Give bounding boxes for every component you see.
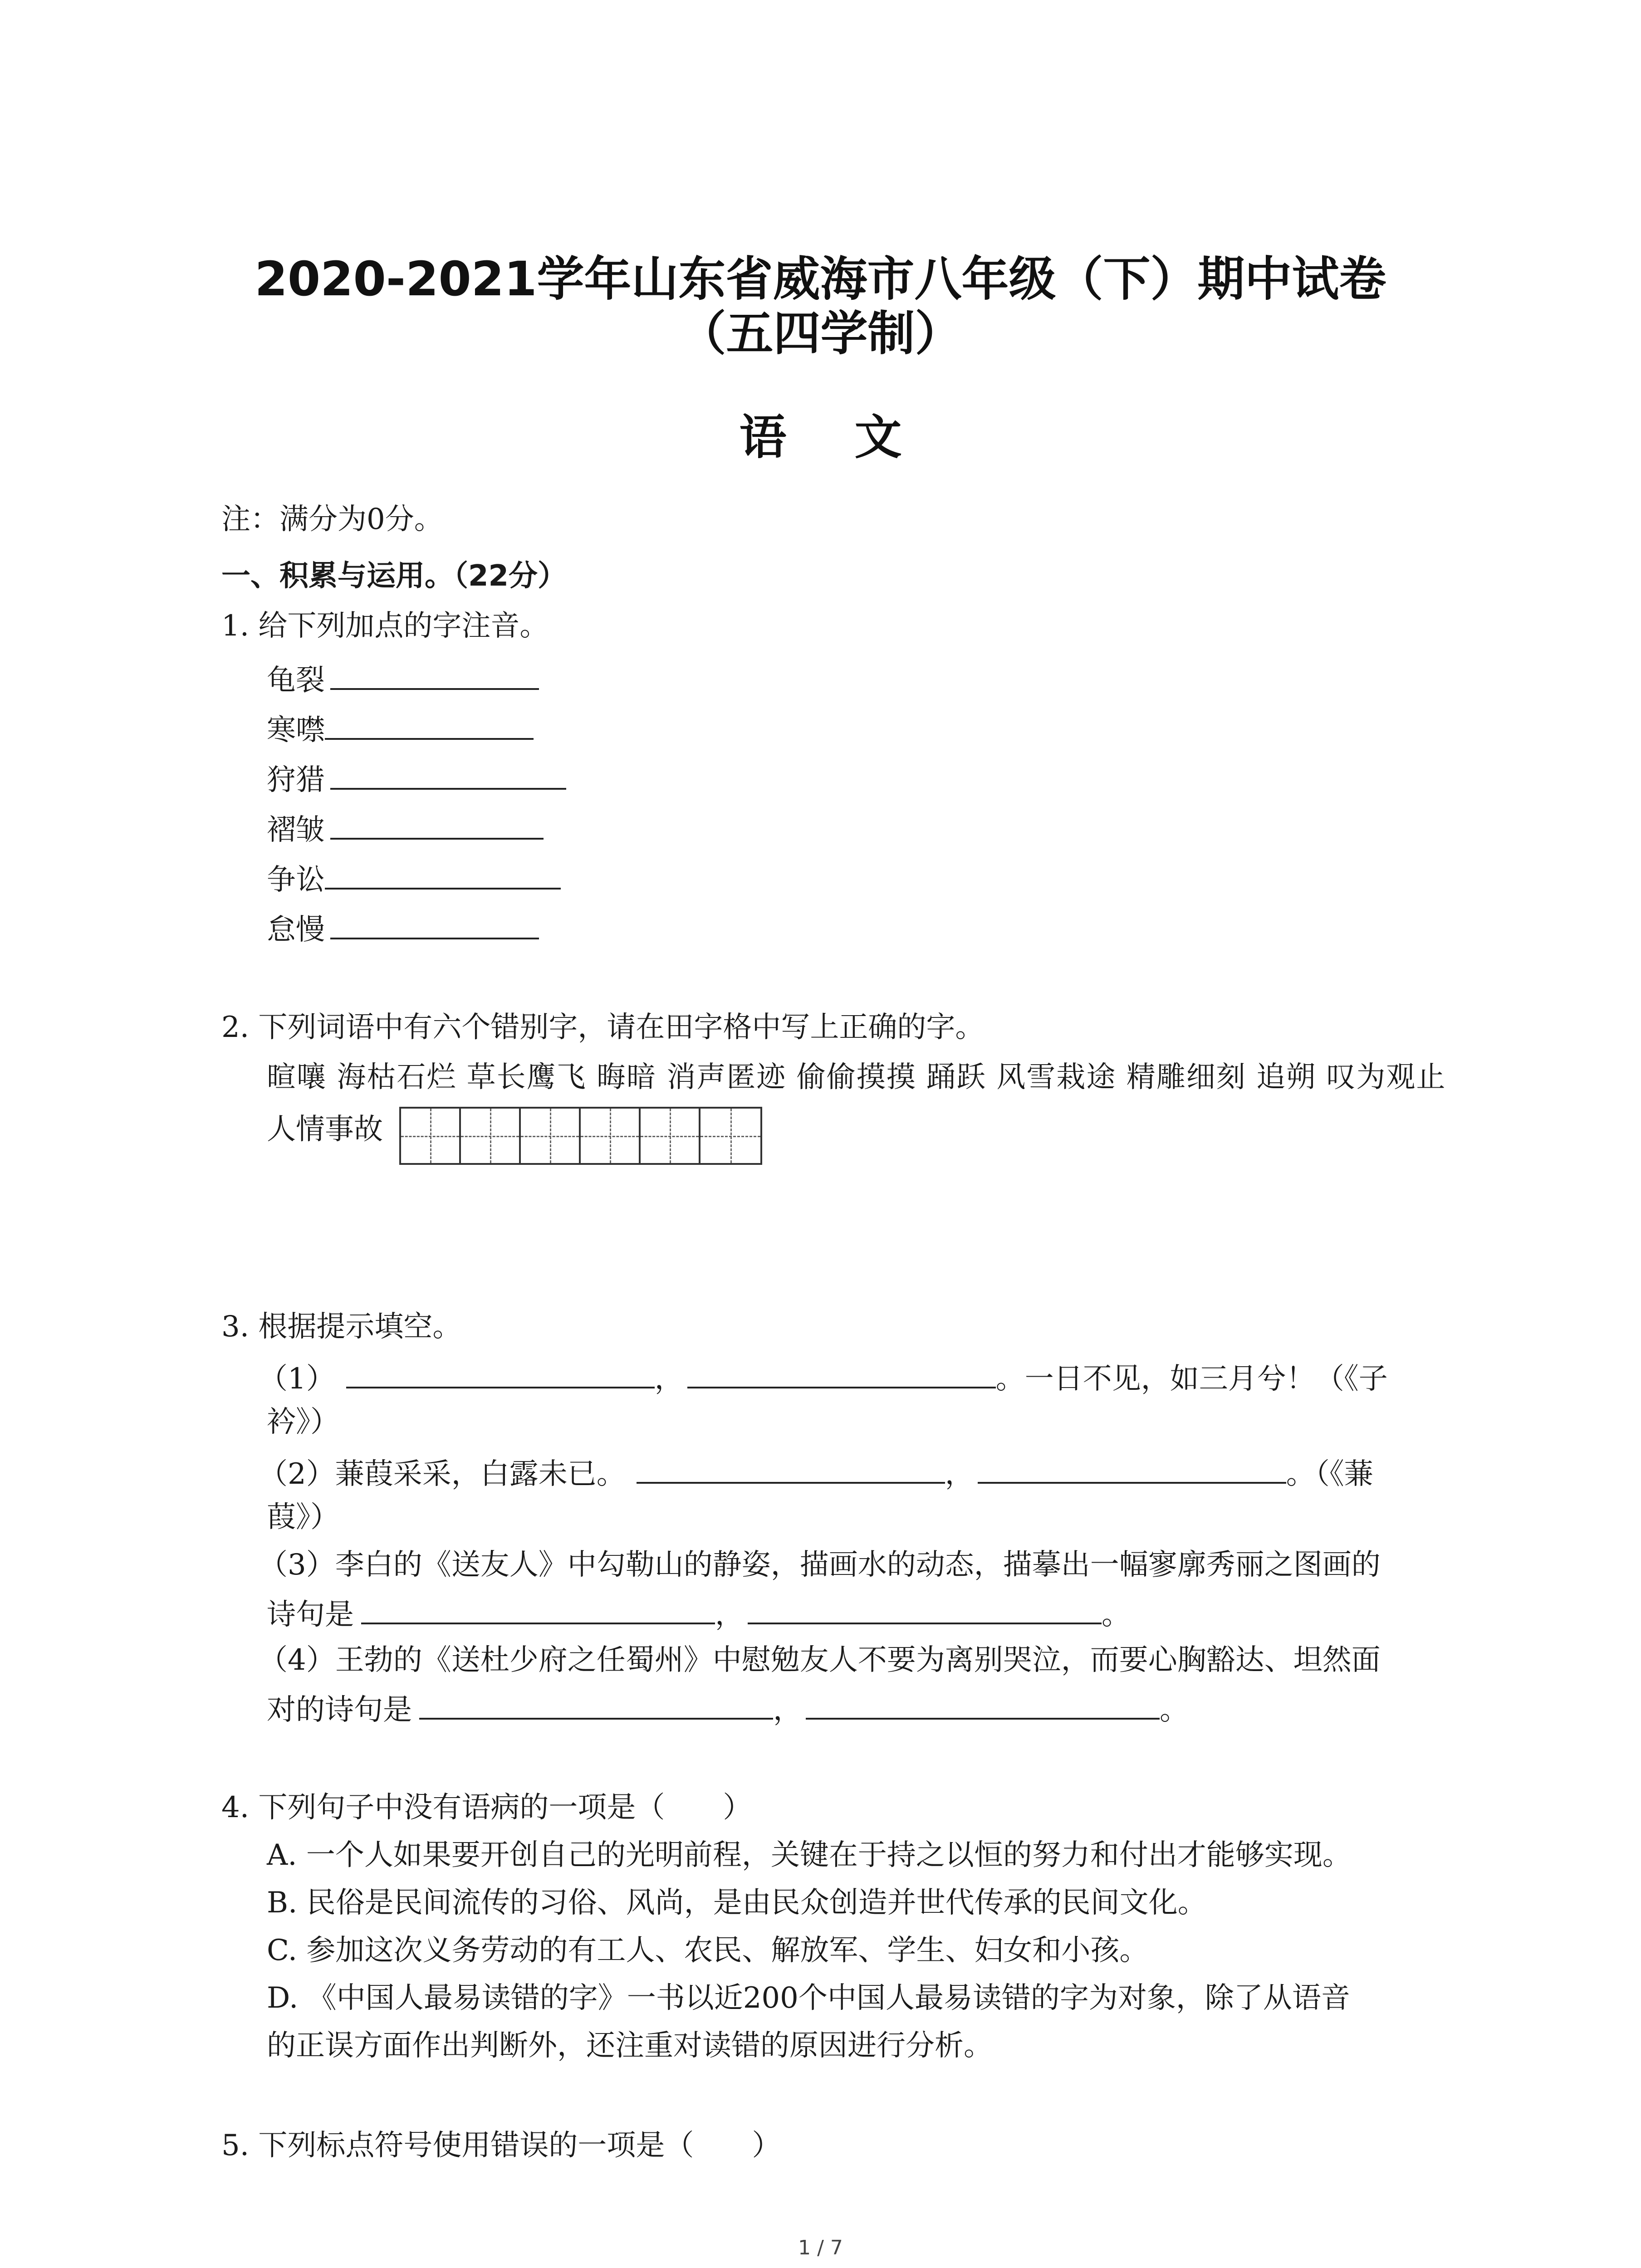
q3-part-1-cont: 衿》） — [267, 1405, 339, 1439]
q3-text: 。一日不见，如三月兮！（《子 — [995, 1362, 1388, 1396]
option-d-cont: 的正误方面作出判断外，还注重对读错的原因进行分析。 — [267, 2029, 993, 2063]
answer-blank[interactable] — [325, 860, 561, 890]
answer-blank[interactable] — [330, 810, 544, 840]
q1-item — [267, 760, 566, 798]
answer-blank[interactable] — [325, 710, 534, 740]
answer-blank[interactable] — [330, 909, 539, 939]
period: 。 — [1102, 1598, 1131, 1632]
q3-part-1 — [259, 1359, 1388, 1397]
q1-item — [267, 710, 534, 748]
answer-blank[interactable] — [806, 1690, 1160, 1720]
comma: ， — [945, 1457, 974, 1491]
q1-item — [267, 909, 539, 948]
q1-word: 怠慢 — [267, 913, 325, 947]
answer-blank[interactable] — [361, 1594, 715, 1624]
q3-part-3-cont — [267, 1594, 1131, 1633]
q3-part-2-cont: 葭》） — [267, 1501, 339, 1534]
section-heading: 一、积累与运用。（22分） — [221, 559, 567, 593]
grid-cell[interactable] — [641, 1109, 700, 1163]
q1-word: 褶皱 — [267, 813, 325, 847]
q3-text: 诗句是 — [267, 1598, 354, 1632]
answer-blank[interactable] — [419, 1690, 773, 1720]
option-d[interactable]: D. 《中国人最易读错的字》一书以近200个中国人最易读错的字为对象，除了从语音 — [267, 1981, 1350, 2015]
q1-word: 争讼 — [267, 863, 325, 897]
answer-blank[interactable] — [637, 1454, 945, 1484]
comma: ， — [773, 1693, 802, 1727]
answer-blank[interactable] — [330, 760, 566, 790]
q3-part-3: （3）李白的《送友人》中勾勒山的静姿，描画水的动态，描摹出一幅寥廓秀丽之图画的 — [259, 1548, 1381, 1582]
q1-word: 龟裂 — [267, 664, 325, 697]
option-b[interactable]: B. 民俗是民间流传的习俗、风尚，是由民众创造并世代传承的民间文化。 — [267, 1886, 1207, 1920]
answer-blank[interactable] — [748, 1594, 1102, 1624]
grid-cell[interactable] — [461, 1109, 521, 1163]
q3-text: 对的诗句是 — [267, 1693, 412, 1727]
answer-blank[interactable] — [346, 1359, 655, 1388]
q1-item — [267, 810, 544, 848]
q3-part-label: （1） — [259, 1362, 335, 1396]
question-1-stem: 1. 给下列加点的字注音。 — [221, 609, 549, 643]
answer-blank[interactable] — [330, 660, 539, 690]
q2-word-list-end: 人情事故 — [267, 1113, 383, 1146]
grid-cell[interactable] — [700, 1109, 760, 1163]
exam-title: 2020-2021学年山东省威海市八年级（下）期中试卷 — [255, 251, 1386, 307]
comma: ， — [654, 1362, 684, 1396]
q1-word: 寒噤 — [267, 714, 325, 747]
q3-part-4-cont — [267, 1690, 1189, 1728]
subject-heading: 语文 — [739, 410, 970, 465]
q1-item — [267, 860, 561, 898]
comma: ， — [715, 1598, 744, 1632]
q3-part-2 — [259, 1454, 1373, 1492]
period: 。 — [1160, 1693, 1189, 1727]
answer-blank[interactable] — [978, 1454, 1286, 1484]
question-5-stem: 5. 下列标点符号使用错误的一项是（ ） — [221, 2129, 781, 2162]
grid-cell[interactable] — [581, 1109, 641, 1163]
question-3-stem: 3. 根据提示填空。 — [221, 1310, 462, 1344]
tianzige-grid — [399, 1107, 762, 1165]
grid-cell[interactable] — [521, 1109, 581, 1163]
q1-word: 狩猎 — [267, 763, 325, 797]
q1-item — [267, 660, 539, 699]
page-number: 1 / 7 — [798, 2236, 843, 2259]
q2-word-list: 暄嚷 海枯石烂 草长鹰飞 晦暗 消声匿迹 偷偷摸摸 踊跃 风雪栽途 精雕细刻 追朔 叹为观止 — [267, 1061, 1446, 1094]
q3-text: （2）蒹葭采采，白露未已。 — [259, 1457, 626, 1491]
option-c[interactable]: C. 参加这次义务劳动的有工人、农民、解放军、学生、妇女和小孩。 — [267, 1934, 1149, 1967]
question-4-stem: 4. 下列句子中没有语病的一项是（ ） — [221, 1791, 752, 1824]
answer-blank[interactable] — [687, 1359, 996, 1388]
q3-part-4: （4）王勃的《送杜少府之任蜀州》中慰勉友人不要为离别哭泣，而要心胸豁达、坦然面 — [259, 1643, 1381, 1677]
q3-text: 。（《蒹 — [1286, 1457, 1373, 1491]
exam-subtitle: （五四学制） — [679, 306, 962, 361]
option-a[interactable]: A. 一个人如果要开创自己的光明前程，关键在于持之以恒的努力和付出才能够实现。 — [267, 1838, 1352, 1872]
grid-cell[interactable] — [401, 1109, 461, 1163]
score-note: 注：满分为0分。 — [221, 503, 443, 536]
question-2-stem: 2. 下列词语中有六个错别字，请在田字格中写上正确的字。 — [221, 1011, 985, 1044]
